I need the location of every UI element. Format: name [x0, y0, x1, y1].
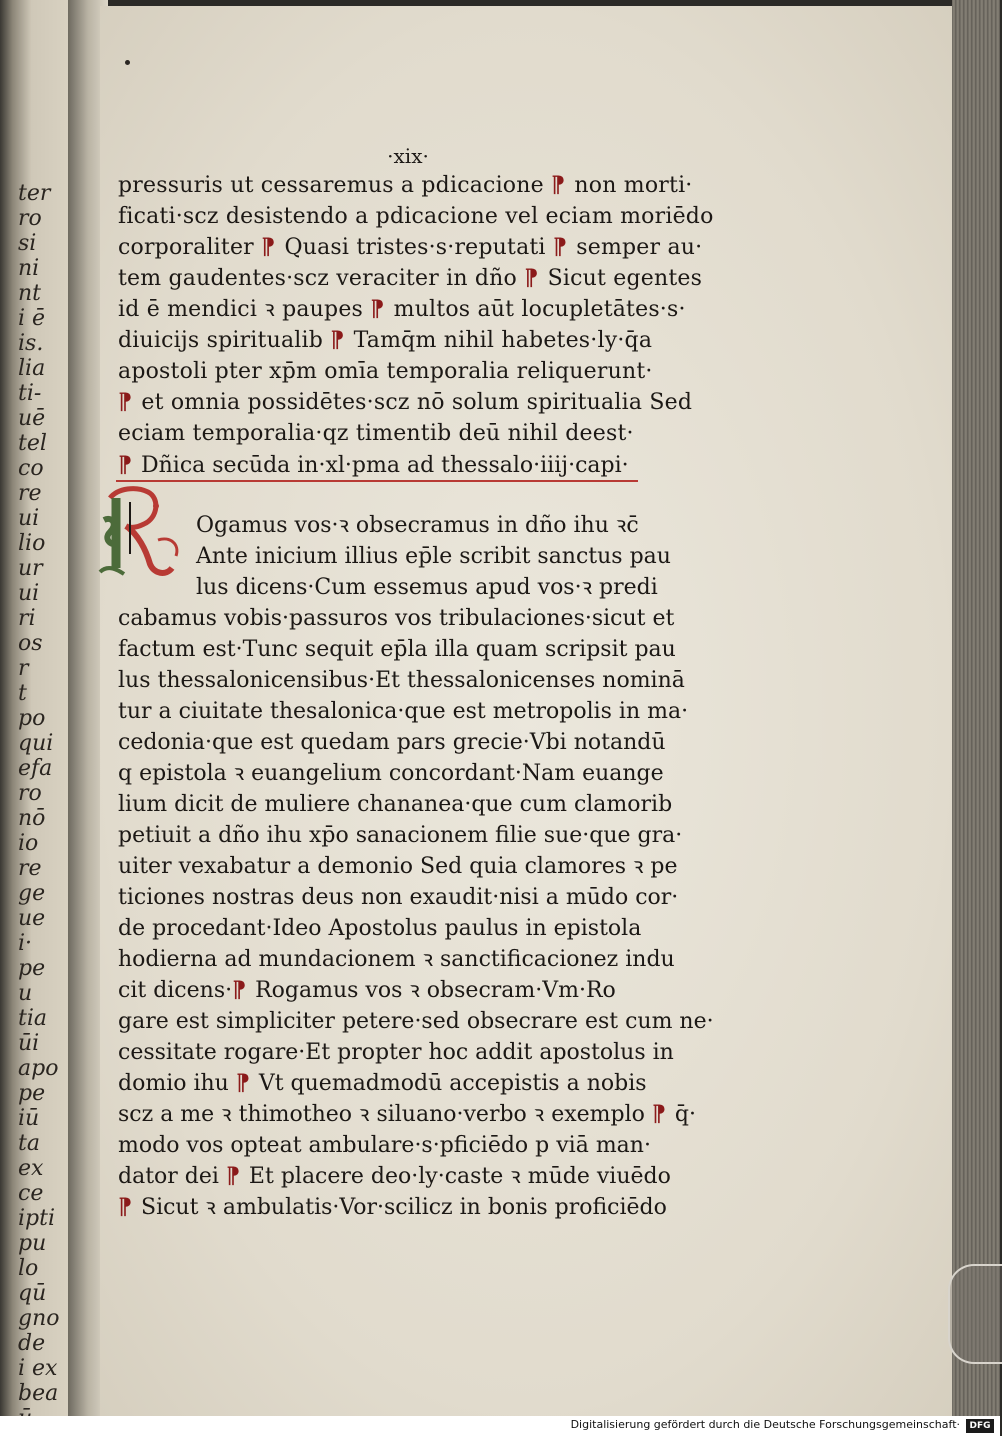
text-line: lium dicit de muliere chananea·que cum clamorib: [118, 792, 673, 817]
left-page-fragment: ipti: [18, 1206, 55, 1231]
left-page-fragment: ti-: [18, 381, 42, 406]
left-page-fragment: ue: [18, 906, 46, 931]
left-page-fragment: si: [18, 231, 37, 256]
text-line: eciam temporalia·qz timentib deū nihil deest·: [118, 421, 634, 446]
left-page-fragment: re: [18, 481, 42, 506]
page-clip: [948, 1264, 1002, 1364]
footer-credit: Digitalisierung gefördert durch die Deutsche Forschungsgemeinschaft·: [570, 1418, 960, 1431]
left-page-fragment: i·: [18, 931, 33, 956]
left-page-fragment: tel: [18, 431, 47, 456]
text-line: cessitate rogare·Et propter hoc addit apostolus in: [118, 1040, 674, 1065]
text-line: ficati·scz desistendo a pdicacione vel eciam moriēdo: [118, 204, 714, 229]
text-line: lus thessalonicensibus·Et thessalonicenses nominā: [118, 668, 685, 693]
text-line: apostoli pter xp̄m omīa temporalia reliquerunt·: [118, 359, 653, 384]
left-page-fragment: ro: [18, 781, 42, 806]
left-page-fragment: i ē: [18, 306, 46, 331]
text-line: domio ihu ⁋ Vt quemadmodū accepistis a nobis: [118, 1070, 647, 1096]
left-page-fragment: r: [18, 656, 29, 681]
left-page-fragment: gno: [18, 1306, 60, 1331]
left-page-fragment: efa: [18, 756, 53, 781]
page-edges: [952, 0, 1000, 1416]
left-page-fragment: nō: [18, 806, 46, 831]
left-page-fragment: apo: [18, 1056, 59, 1081]
dfg-logo: DFG: [966, 1419, 994, 1433]
text-line: id ē mendici ꝛ paupes ⁋ multos aūt locupletātes·s·: [118, 296, 686, 322]
left-page-fragment: lia: [18, 356, 46, 381]
left-page-fragment: pe: [18, 956, 46, 981]
text-line: de procedant·Ideo Apostolus paulus in epistola: [118, 916, 642, 941]
text-line: dator dei ⁋ Et placere deo·ly·caste ꝛ mūde viuēdo: [118, 1163, 671, 1189]
left-page-fragment: ui: [18, 581, 40, 606]
text-line: corporaliter ⁋ Quasi tristes·s·reputati ⁋ semper au·: [118, 234, 703, 260]
left-page-fragment: po: [18, 706, 46, 731]
text-line: lus dicens·Cum essemus apud vos·ꝛ predi: [196, 575, 658, 600]
left-page-fragment: qui: [18, 731, 54, 756]
left-page-fragment: t: [18, 681, 27, 706]
top-text-block: [118, 170, 714, 449]
left-page-fragment: ta: [18, 1131, 40, 1156]
text-line: scz a me ꝛ thimotheo ꝛ siluano·verbo ꝛ exemplo ⁋ q̄·: [118, 1101, 696, 1127]
left-page-fragment: pu: [18, 1231, 47, 1256]
text-line: gare est simpliciter petere·sed obsecrare est cum ne·: [118, 1009, 714, 1034]
text-line: cit dicens·⁋ Rogamus vos ꝛ obsecram·Vm·Ro: [118, 977, 616, 1003]
heading-rubric-rule: [116, 480, 638, 482]
text-line: ⁋ Sicut ꝛ ambulatis·Vor·scilicz in bonis proficiēdo: [118, 1194, 667, 1220]
text-line: q epistola ꝛ euangelium concordant·Nam euange: [118, 761, 664, 786]
left-page-fragment: bea: [18, 1381, 59, 1406]
text-line: tem gaudentes·scz veraciter in dño ⁋ Sicut egentes: [118, 265, 703, 291]
left-page-fragment: re: [18, 856, 42, 881]
text-line: tur a ciuitate thesalonica·que est metropolis in ma·: [118, 699, 689, 724]
left-page-fragment: u: [18, 981, 33, 1006]
left-page-fragment: de: [18, 1331, 46, 1356]
footer-bar: [0, 1416, 1000, 1436]
left-page-fragment: os: [18, 631, 43, 656]
folio-number: ·xix·: [387, 144, 429, 168]
left-page-fragment: ni: [18, 256, 40, 281]
left-facing-page: [0, 0, 70, 1416]
ink-dot: [125, 60, 130, 65]
left-page-fragment: i ex: [18, 1356, 58, 1381]
left-page-fragment: ter: [18, 181, 51, 206]
left-page-fragment: ui: [18, 506, 40, 531]
left-page-fragment: is.: [18, 331, 44, 356]
left-page-fragment: lio: [18, 531, 46, 556]
text-line: factum est·Tunc sequit ep̄la illa quam scripsit pau: [118, 637, 676, 662]
left-page-fragment: ūi: [18, 1031, 40, 1056]
left-page-fragment: nt: [18, 281, 42, 306]
left-page-fragment: co: [18, 456, 44, 481]
text-line: petiuit a dño ihu xp̄o sanacionem filie sue·que gra·: [118, 823, 683, 848]
left-page-fragment: pe: [18, 1081, 46, 1106]
left-page-fragment: tia: [18, 1006, 47, 1031]
left-page-fragment: uē: [18, 406, 46, 431]
text-line: ⁋ et omnia possidētes·scz nō solum spiritualia Sed: [118, 389, 693, 415]
left-page-fragment: ur: [18, 556, 43, 581]
left-page-fragment: io: [18, 831, 39, 856]
section-heading: ⁋ Dñica secūda in·xl·pma ad thessalo·iiij·capi·: [118, 452, 629, 478]
text-line: cedonia·que est quedam pars grecie·Vbi notandū: [118, 730, 666, 755]
left-page-fragment: ce: [18, 1181, 44, 1206]
left-page-fragment: ro: [18, 206, 42, 231]
left-page-fragment: ex: [18, 1156, 44, 1181]
left-page-fragment: ri: [18, 606, 36, 631]
main-text-body: [118, 510, 714, 1223]
text-line: diuicijs spiritualib ⁋ Tamq̄m nihil habetes·ly·q̄a: [118, 327, 653, 353]
text-line: Ogamus vos·ꝛ obsecramus in dño ihu ꝛc̄: [196, 513, 639, 538]
left-page-fragment: iū: [18, 1106, 40, 1131]
text-line: pressuris ut cessaremus a pdicacione ⁋ non morti·: [118, 172, 693, 198]
text-line: hodierna ad mundacionem ꝛ sanctificacionez indu: [118, 947, 675, 972]
text-line: uiter vexabatur a demonio Sed quia clamores ꝛ pe: [118, 854, 678, 879]
left-page-fragment: ge: [18, 881, 46, 906]
left-page-fragment: lo: [18, 1256, 39, 1281]
text-line: modo vos opteat ambulare·s·pficiēdo p viā man·: [118, 1133, 651, 1158]
text-line: cabamus vobis·passuros vos tribulaciones·sicut et: [118, 606, 675, 631]
text-line: ticiones nostras deus non exaudit·nisi a mūdo cor·: [118, 885, 679, 910]
text-line: Ante inicium illius ep̄le scribit sanctus pau: [196, 544, 671, 569]
left-page-fragment: qū: [18, 1281, 47, 1306]
